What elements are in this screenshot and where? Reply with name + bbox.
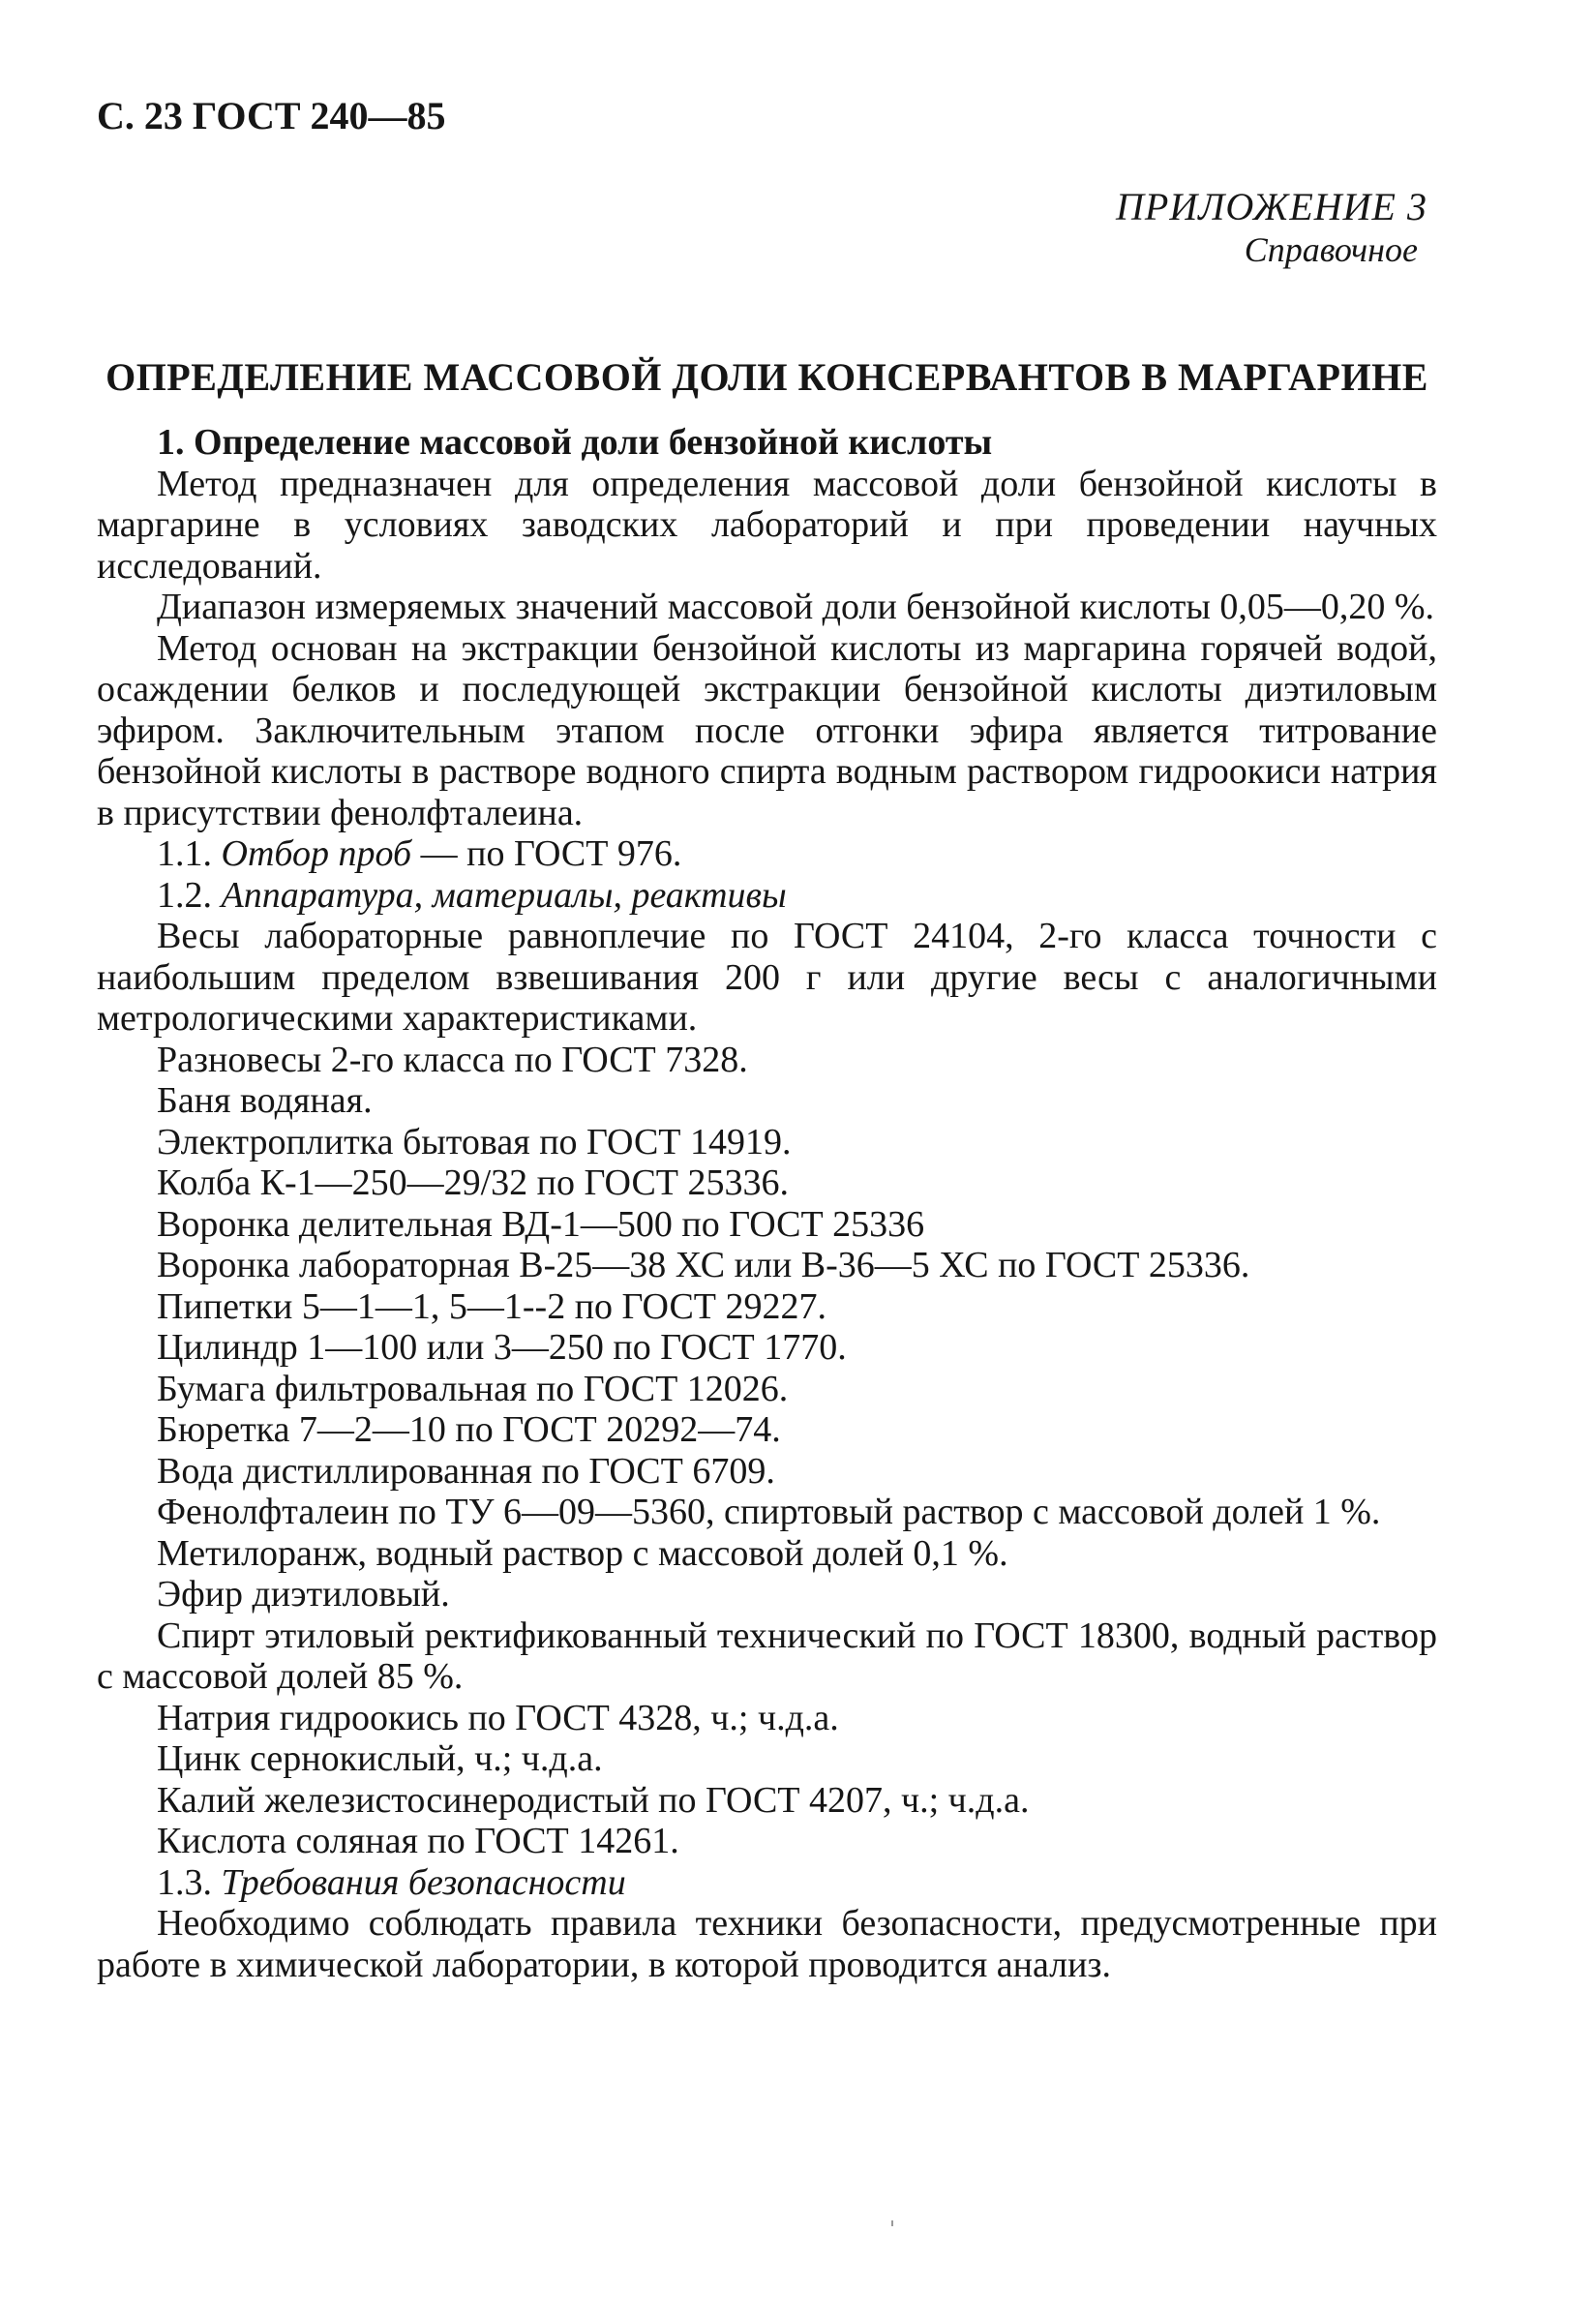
paragraph-range: Диапазон измеряемых значений массовой доли бензойной кислоты 0,05—0,20 %. — [157, 587, 1435, 627]
equipment-item: Натрия гидроокись по ГОСТ 4328, ч.; ч.д.а. — [157, 1697, 839, 1738]
equipment-item: Бумага фильтровальная по ГОСТ 12026. — [157, 1368, 789, 1409]
paragraph-method: Метод предназначен для определения массовой доли бензойной кислоты в маргарине в условиях заводских лабораторий и при проведении научных исследований. — [97, 463, 1437, 587]
subsection-1-2-number: 1.2. — [157, 874, 212, 916]
subsection-1-1-number: 1.1. — [157, 833, 212, 874]
equipment-item: Цилиндр 1—100 или 3—250 по ГОСТ 1770. — [157, 1327, 847, 1368]
equipment-item: Цинк сернокислый, ч.; ч.д.а. — [157, 1738, 603, 1779]
subsection-1-2 — [97, 875, 1437, 917]
subsection-1-1 — [97, 833, 1437, 875]
section-1-heading-text: Определение массовой доли бензойной кислоты — [194, 422, 993, 463]
equipment-item: Спирт этиловый ректификованный технический по ГОСТ 18300, водный раствор с массовой долей 85 %. — [97, 1615, 1437, 1697]
appendix-number: ПРИЛОЖЕНИЕ 3 — [1116, 185, 1427, 228]
subsection-1-1-text: — по ГОСТ 976. — [420, 833, 682, 874]
paragraph-basis: Метод основан на экстракции бензойной кислоты из маргарина горячей водой, осаждении белков и последующей экстракции бензойной кислоты диэтиловым эфиром. Заключительным этапом после отгонки эфира является титрование бензойной кислоты в растворе водного спирта водным раствором гидроокиси натрия в присутствии фенолфталеина. — [97, 627, 1437, 833]
equipment-item: Кислота соляная по ГОСТ 14261. — [157, 1821, 679, 1861]
appendix-type: Справочное — [1244, 230, 1418, 269]
document-title: ОПРЕДЕЛЕНИЕ МАССОВОЙ ДОЛИ КОНСЕРВАНТОВ В МАРГАРИНЕ — [105, 355, 1428, 399]
subsection-1-3-number: 1.3. — [157, 1861, 212, 1903]
equipment-item: Воронка делительная ВД-1—500 по ГОСТ 25336 — [157, 1203, 925, 1245]
subsection-1-2-title: Аппаратура, материалы, реактивы — [221, 874, 787, 916]
equipment-item: Воронка лабораторная В-25—38 ХС или В-36—5 ХС по ГОСТ 25336. — [157, 1245, 1250, 1285]
page-header: С. 23 ГОСТ 240—85 — [97, 94, 446, 137]
equipment-item: Эфир диэтиловый. — [157, 1574, 450, 1615]
equipment-item: Фенолфталеин по ТУ 6—09—5360, спиртовый раствор с массовой долей 1 %. — [157, 1492, 1381, 1532]
section-1-heading — [97, 422, 1437, 464]
equipment-item: Вода дистиллированная по ГОСТ 6709. — [157, 1450, 775, 1492]
equipment-item: Разновесы 2-го класса по ГОСТ 7328. — [157, 1039, 748, 1080]
equipment-item: Бюретка 7—2—10 по ГОСТ 20292—74. — [157, 1409, 781, 1450]
subsection-1-3 — [97, 1862, 1437, 1904]
equipment-item: Баня водяная. — [157, 1080, 373, 1121]
subsection-1-1-title: Отбор проб — [221, 833, 412, 874]
equipment-item: Весы лабораторные равноплечие по ГОСТ 24104, 2-го класса точности с наибольшим пределом взвешивания 200 г или другие весы с аналогичными метрологическими характеристиками. — [97, 916, 1437, 1039]
paragraph-safety: Необходимо соблюдать правила техники безопасности, предусмотренные при работе в химической лаборатории, в которой проводится анализ. — [97, 1903, 1437, 1985]
section-1-number: 1. — [157, 422, 185, 463]
appendix-label — [97, 186, 1427, 271]
equipment-item: Метилоранж, водный раствор с массовой долей 0,1 %. — [157, 1532, 1008, 1574]
equipment-item: Калий железистосинеродистый по ГОСТ 4207, ч.; ч.д.а. — [157, 1779, 1030, 1821]
equipment-item: Пипетки 5—1—1, 5—1--2 по ГОСТ 29227. — [157, 1285, 827, 1327]
equipment-item: Электроплитка бытовая по ГОСТ 14919. — [157, 1121, 792, 1162]
equipment-item: Колба К-1—250—29/32 по ГОСТ 25336. — [157, 1162, 789, 1203]
subsection-1-3-title: Требования безопасности — [221, 1861, 626, 1903]
scan-mark — [891, 2220, 893, 2226]
